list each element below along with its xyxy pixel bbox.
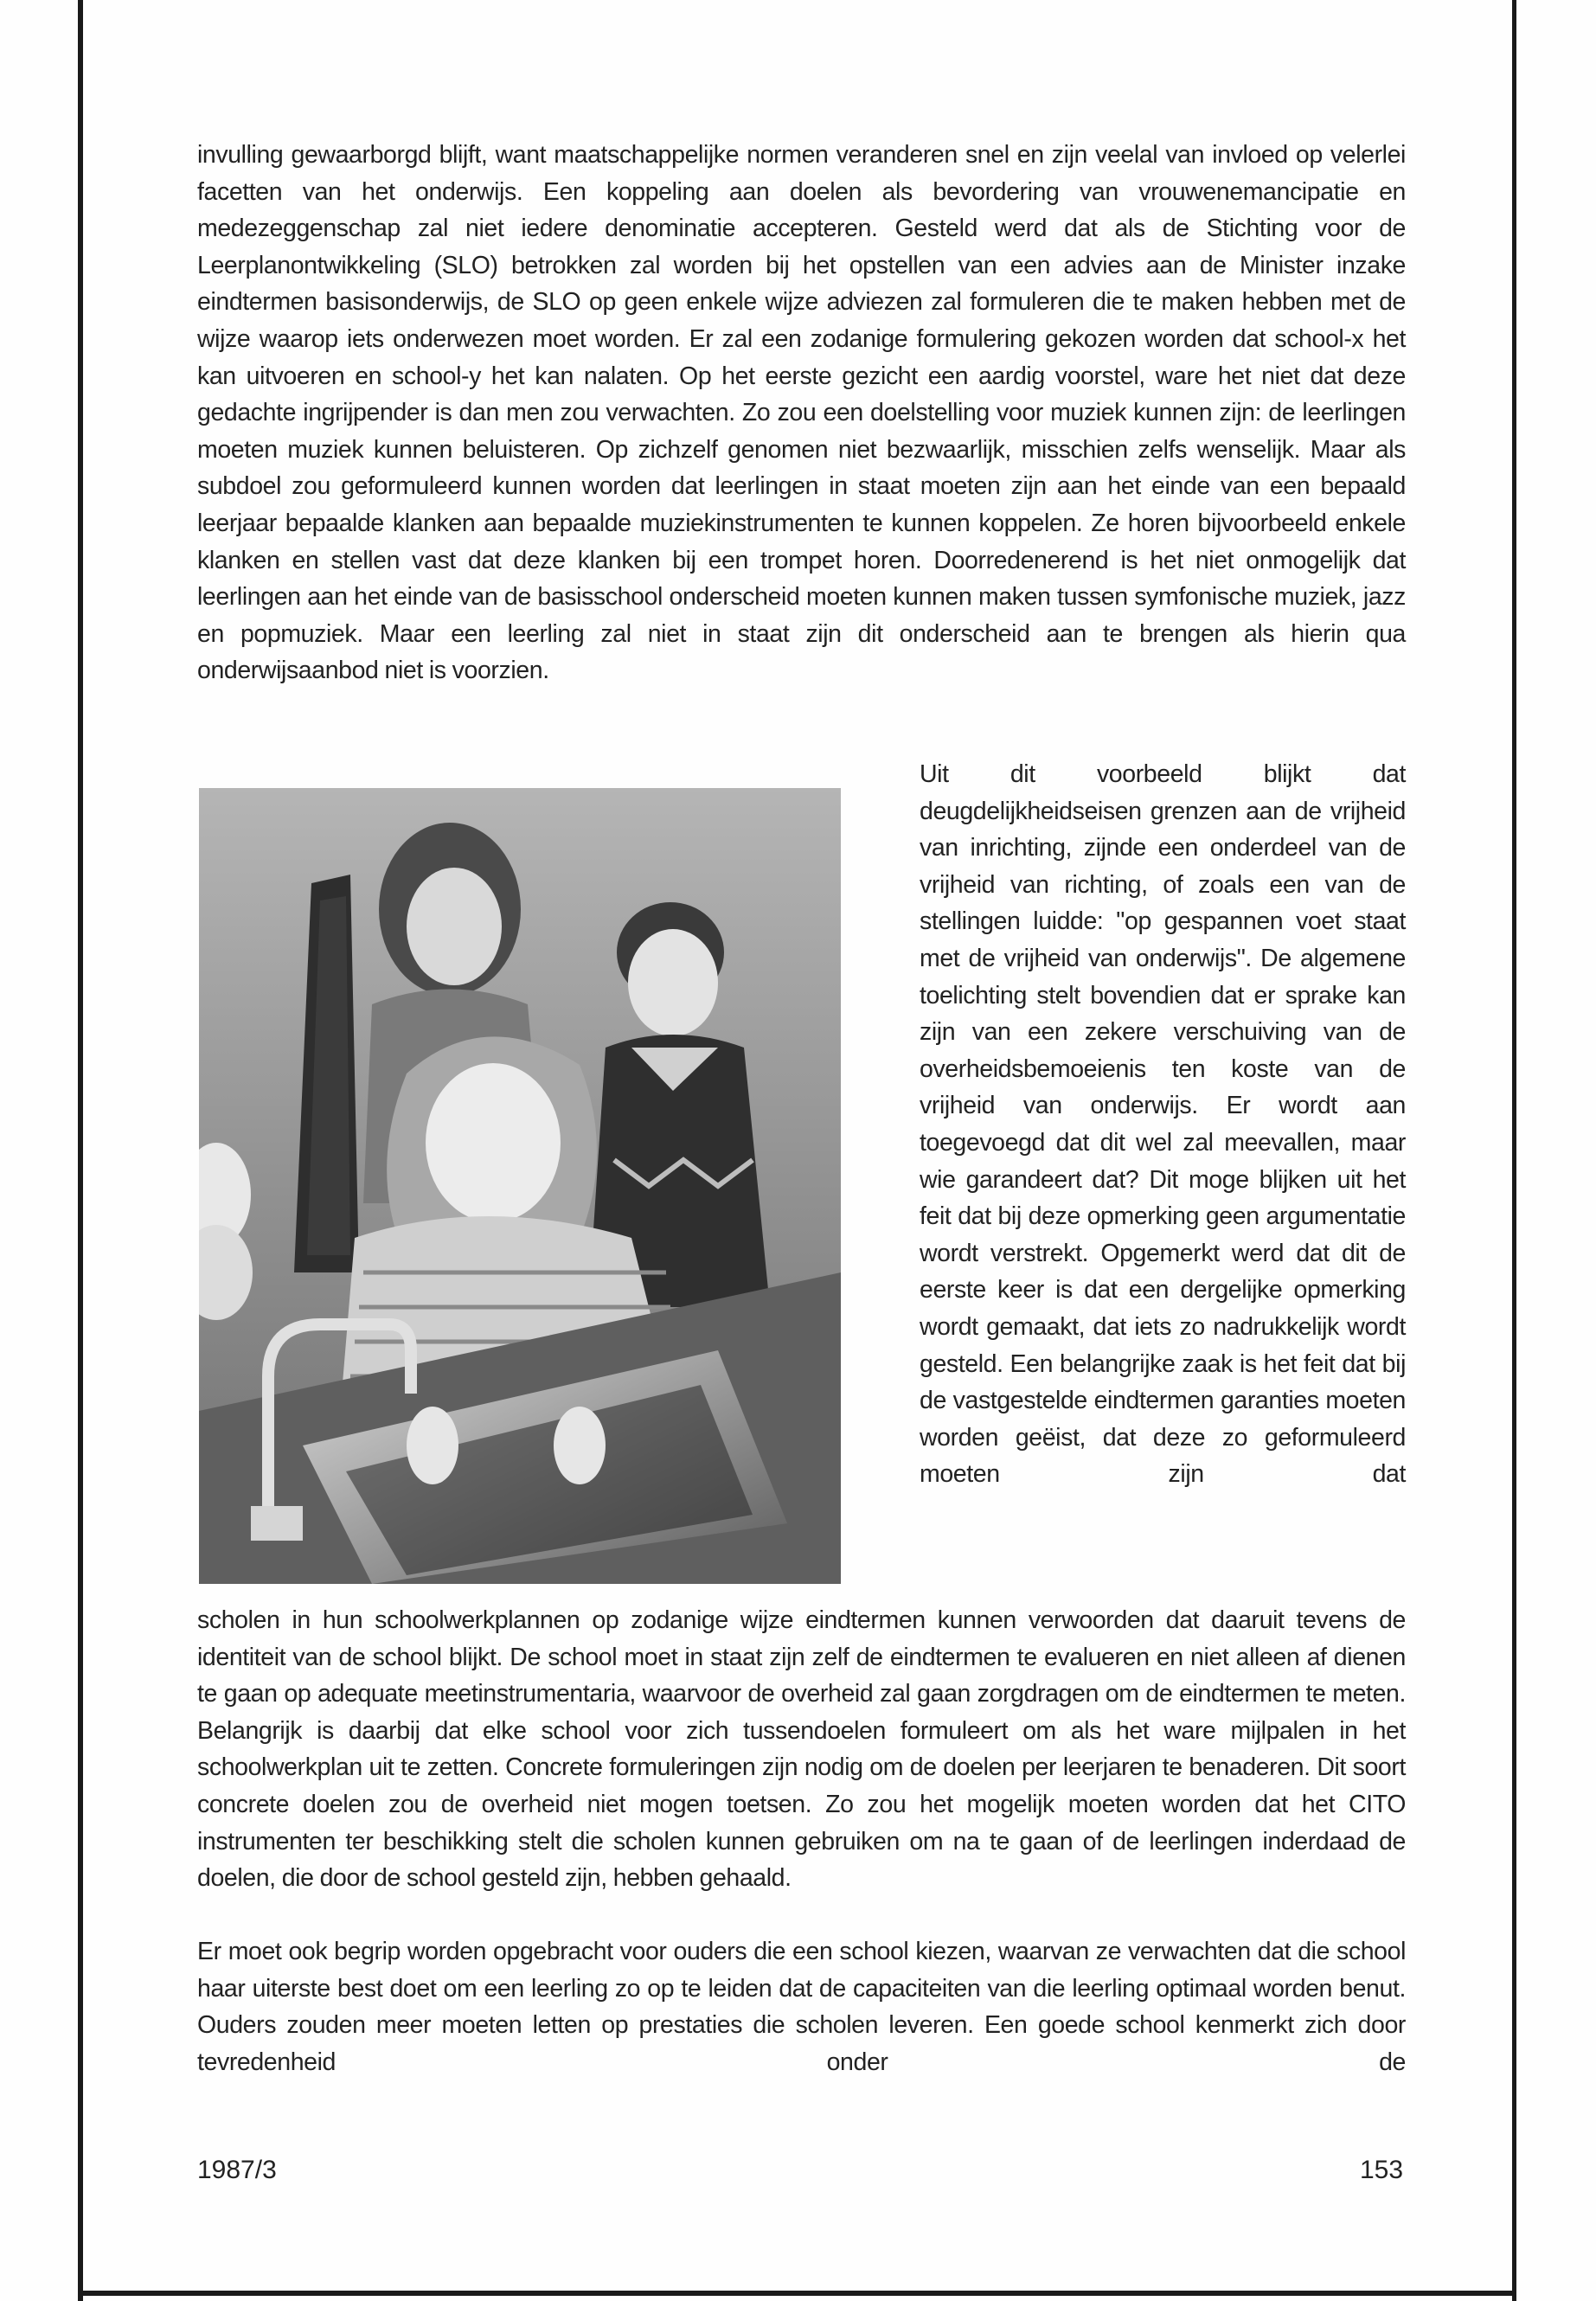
scan-border-right xyxy=(1512,0,1516,2301)
paragraph-bottom-1: scholen in hun schoolwerkplannen op zodanige wijze eindtermen kunnen verwoorden dat daaruit tevens de identiteit van de school blijkt. De school moet in staat zijn zelf de eindtermen te evalueren en niet alleen af dienen te gaan op adequate meetinstrumentaria, waarvoor de overheid zal gaan zorgdragen om de eindtermen te meten. Belangrijk is daarbij dat elke school voor zich tussendoelen formuleert om als het ware mijlpalen in het schoolwerkplan uit te zetten. Concrete formuleringen zijn nodig om de doelen per leerjaren te benaderen. Dit soort concrete doelen zou de overheid niet mogen toetsen. Zo zou het mogelijk moeten worden dat het CITO instrumenten ter beschikking stelt die scholen kunnen gebruiken om na te gaan of de leerlingen inderdaad de doelen, die door de school gesteld zijn, hebben gehaald. xyxy=(197,1606,1406,1893)
scan-border-left xyxy=(78,0,83,2301)
footer-issue: 1987/3 xyxy=(197,2156,277,2184)
photo-illustration xyxy=(199,788,841,1584)
paragraph-top: invulling gewaarborgd blijft, want maatschappelijke normen veranderen snel en zijn veelal van invloed op velerlei facetten van het onderwijs. Een koppeling aan doelen als bevordering van vrouwenemancipatie en medezeggenschap zal niet iedere denominatie accepteren. Gesteld werd dat als de Stichting voor de Leerplanontwikkeling (SLO) betrokken zal worden bij het opstellen van een advies aan de Minister inzake eindtermen basisonderwijs, de SLO op geen enkele wijze adviezen zal formuleren die te maken hebben met de wijze waarop iets onderwezen moet worden. Er zal een zodanige formulering gekozen worden dat school-x het kan uitvoeren en school-y het kan nalaten. Op het eerste gezicht een aardig voorstel, ware het niet dat deze gedachte ingrijpender is dan men zou verwachten. Zo zou een doelstelling voor muziek kunnen zijn: de leerlingen moeten muziek kunnen beluisteren. Op zichzelf genomen niet bezwaarlijk, misschien zelfs wenselijk. Maar als subdoel zou geformuleerd kunnen worden dat leerlingen in staat moeten zijn aan het einde van een bepaald leerjaar bepaalde klanken aan bepaalde muziekinstrumenten te kunnen koppelen. Ze horen bijvoorbeeld enkele klanken en stellen vast dat deze klanken bij een trompet horen. Doorredenerend is het niet onmogelijk dat leerlingen aan het einde van de basisschool onderscheid moeten kunnen maken tussen symfonische muziek, jazz en popmuziek. Maar een leerling zal niet in staat zijn dit onderscheid aan te brengen als hierin qua onderwijsaanbod niet is voorzien. xyxy=(197,141,1406,685)
paragraph-side-column: Uit dit voorbeeld blijkt dat deugdelijkheidseisen grenzen aan de vrijheid van inrichting, zijnde een onderdeel van de vrijheid van richting, of zoals een van de stellingen luidde: "op gespannen voet staat met de vrijheid van onderwijs". De algemene toelichting stelt bovendien dat er sprake kan zijn van een zekere verschuiving van de overheidsbemoeienis ten koste van de vrijheid van onderwijs. Er wordt aan toegevoegd dat dit wel zal meevallen, maar wie garandeert dat? Dit moge blijken uit het feit dat bij deze opmerking geen argumentatie wordt verstrekt. Opgemerkt werd dat dit de eerste keer is dat een dergelijke opmerking wordt gemaakt, dat iets zo nadrukkelijk wordt gesteld. Een belangrijke zaak is het feit dat bij de vastgestelde eindtermen garanties moeten worden geëist, dat deze zo geformuleerd moeten zijn dat xyxy=(920,760,1406,1489)
footer-page-number: 153 xyxy=(1360,2156,1404,2184)
photo-children-at-sink xyxy=(199,788,841,1584)
paragraph-bottom-2: Er moet ook begrip worden opgebracht voor ouders die een school kiezen, waarvan ze verwachten dat die school haar uiterste best doet om een leerling zo op te leiden dat de capaciteiten van die leerling optimaal worden benut. Ouders zouden meer moeten letten op prestaties die scholen leveren. Een goede school kenmerkt zich door tevredenheid onder de xyxy=(197,1938,1406,2076)
scan-border-bottom xyxy=(78,2291,1516,2296)
